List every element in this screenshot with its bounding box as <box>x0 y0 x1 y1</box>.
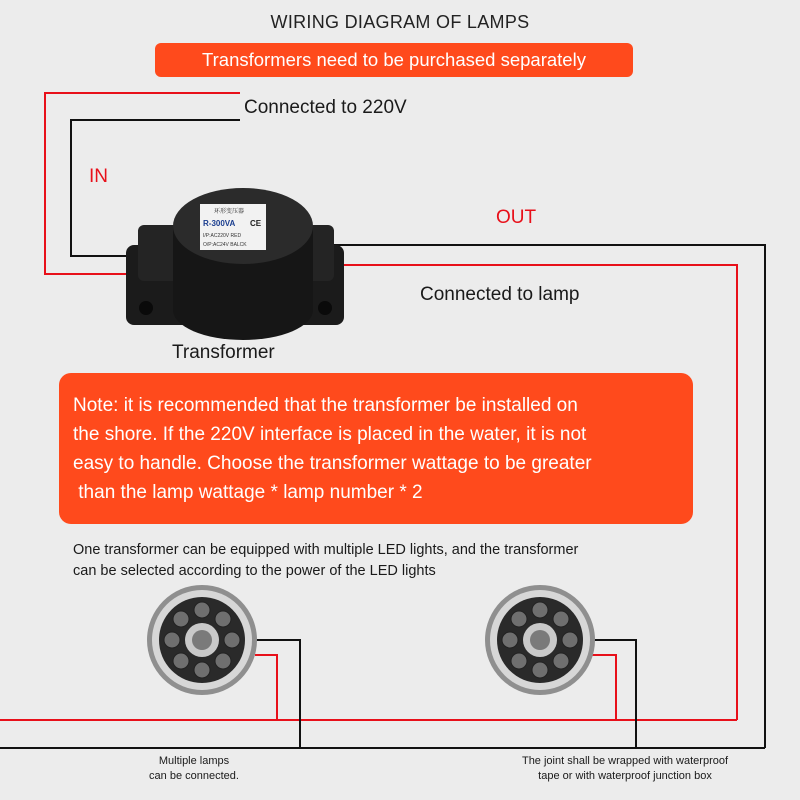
lamp2-black-lead <box>590 640 636 748</box>
led-lamp-icon <box>147 585 257 695</box>
info-line: One transformer can be equipped with multiple LED lights, and the transformer <box>73 542 579 558</box>
info-line: can be selected according to the power of the LED lights <box>73 563 436 579</box>
caption-line: tape or with waterproof junction box <box>538 770 712 782</box>
caption-line: can be connected. <box>149 770 239 782</box>
note-line: than the lamp wattage * lamp number * 2 <box>73 482 423 503</box>
joint-caption <box>490 754 760 784</box>
in-label: IN <box>89 166 108 187</box>
note-line: the shore. If the 220V interface is placed in the water, it is not <box>73 424 587 445</box>
transformer-label: Transformer <box>172 342 275 363</box>
info-text <box>73 540 578 582</box>
lamp1-red-lead <box>255 655 277 720</box>
connected-220-label: Connected to 220V <box>244 97 407 118</box>
caption-line: The joint shall be wrapped with waterproof <box>521 755 729 767</box>
led-lamp-icon <box>485 585 595 695</box>
note-line: easy to handle. Choose the transformer wattage to be greater <box>73 453 592 474</box>
diagram-title: WIRING DIAGRAM OF LAMPS <box>270 12 530 32</box>
plate-ce: CE <box>250 219 262 228</box>
plate-cn: 环形变压器 <box>214 209 245 215</box>
multiple-lamps-caption <box>134 754 254 784</box>
lamp2-red-lead <box>590 655 616 720</box>
note-box <box>59 373 693 524</box>
plate-model: R-300VA <box>203 219 236 228</box>
note-line: Note: it is recommended that the transformer be installed on <box>73 395 578 416</box>
caption-line: Multiple lamps <box>158 755 230 767</box>
out-label: OUT <box>496 207 537 228</box>
connected-lamp-label: Connected to lamp <box>420 284 580 305</box>
transformer-icon <box>126 188 344 340</box>
plate-output: O/P:AC24V BALCK <box>203 242 247 248</box>
purchase-banner: Transformers need to be purchased separately <box>155 43 633 77</box>
plate-input: I/P:AC220V RED <box>203 233 242 239</box>
